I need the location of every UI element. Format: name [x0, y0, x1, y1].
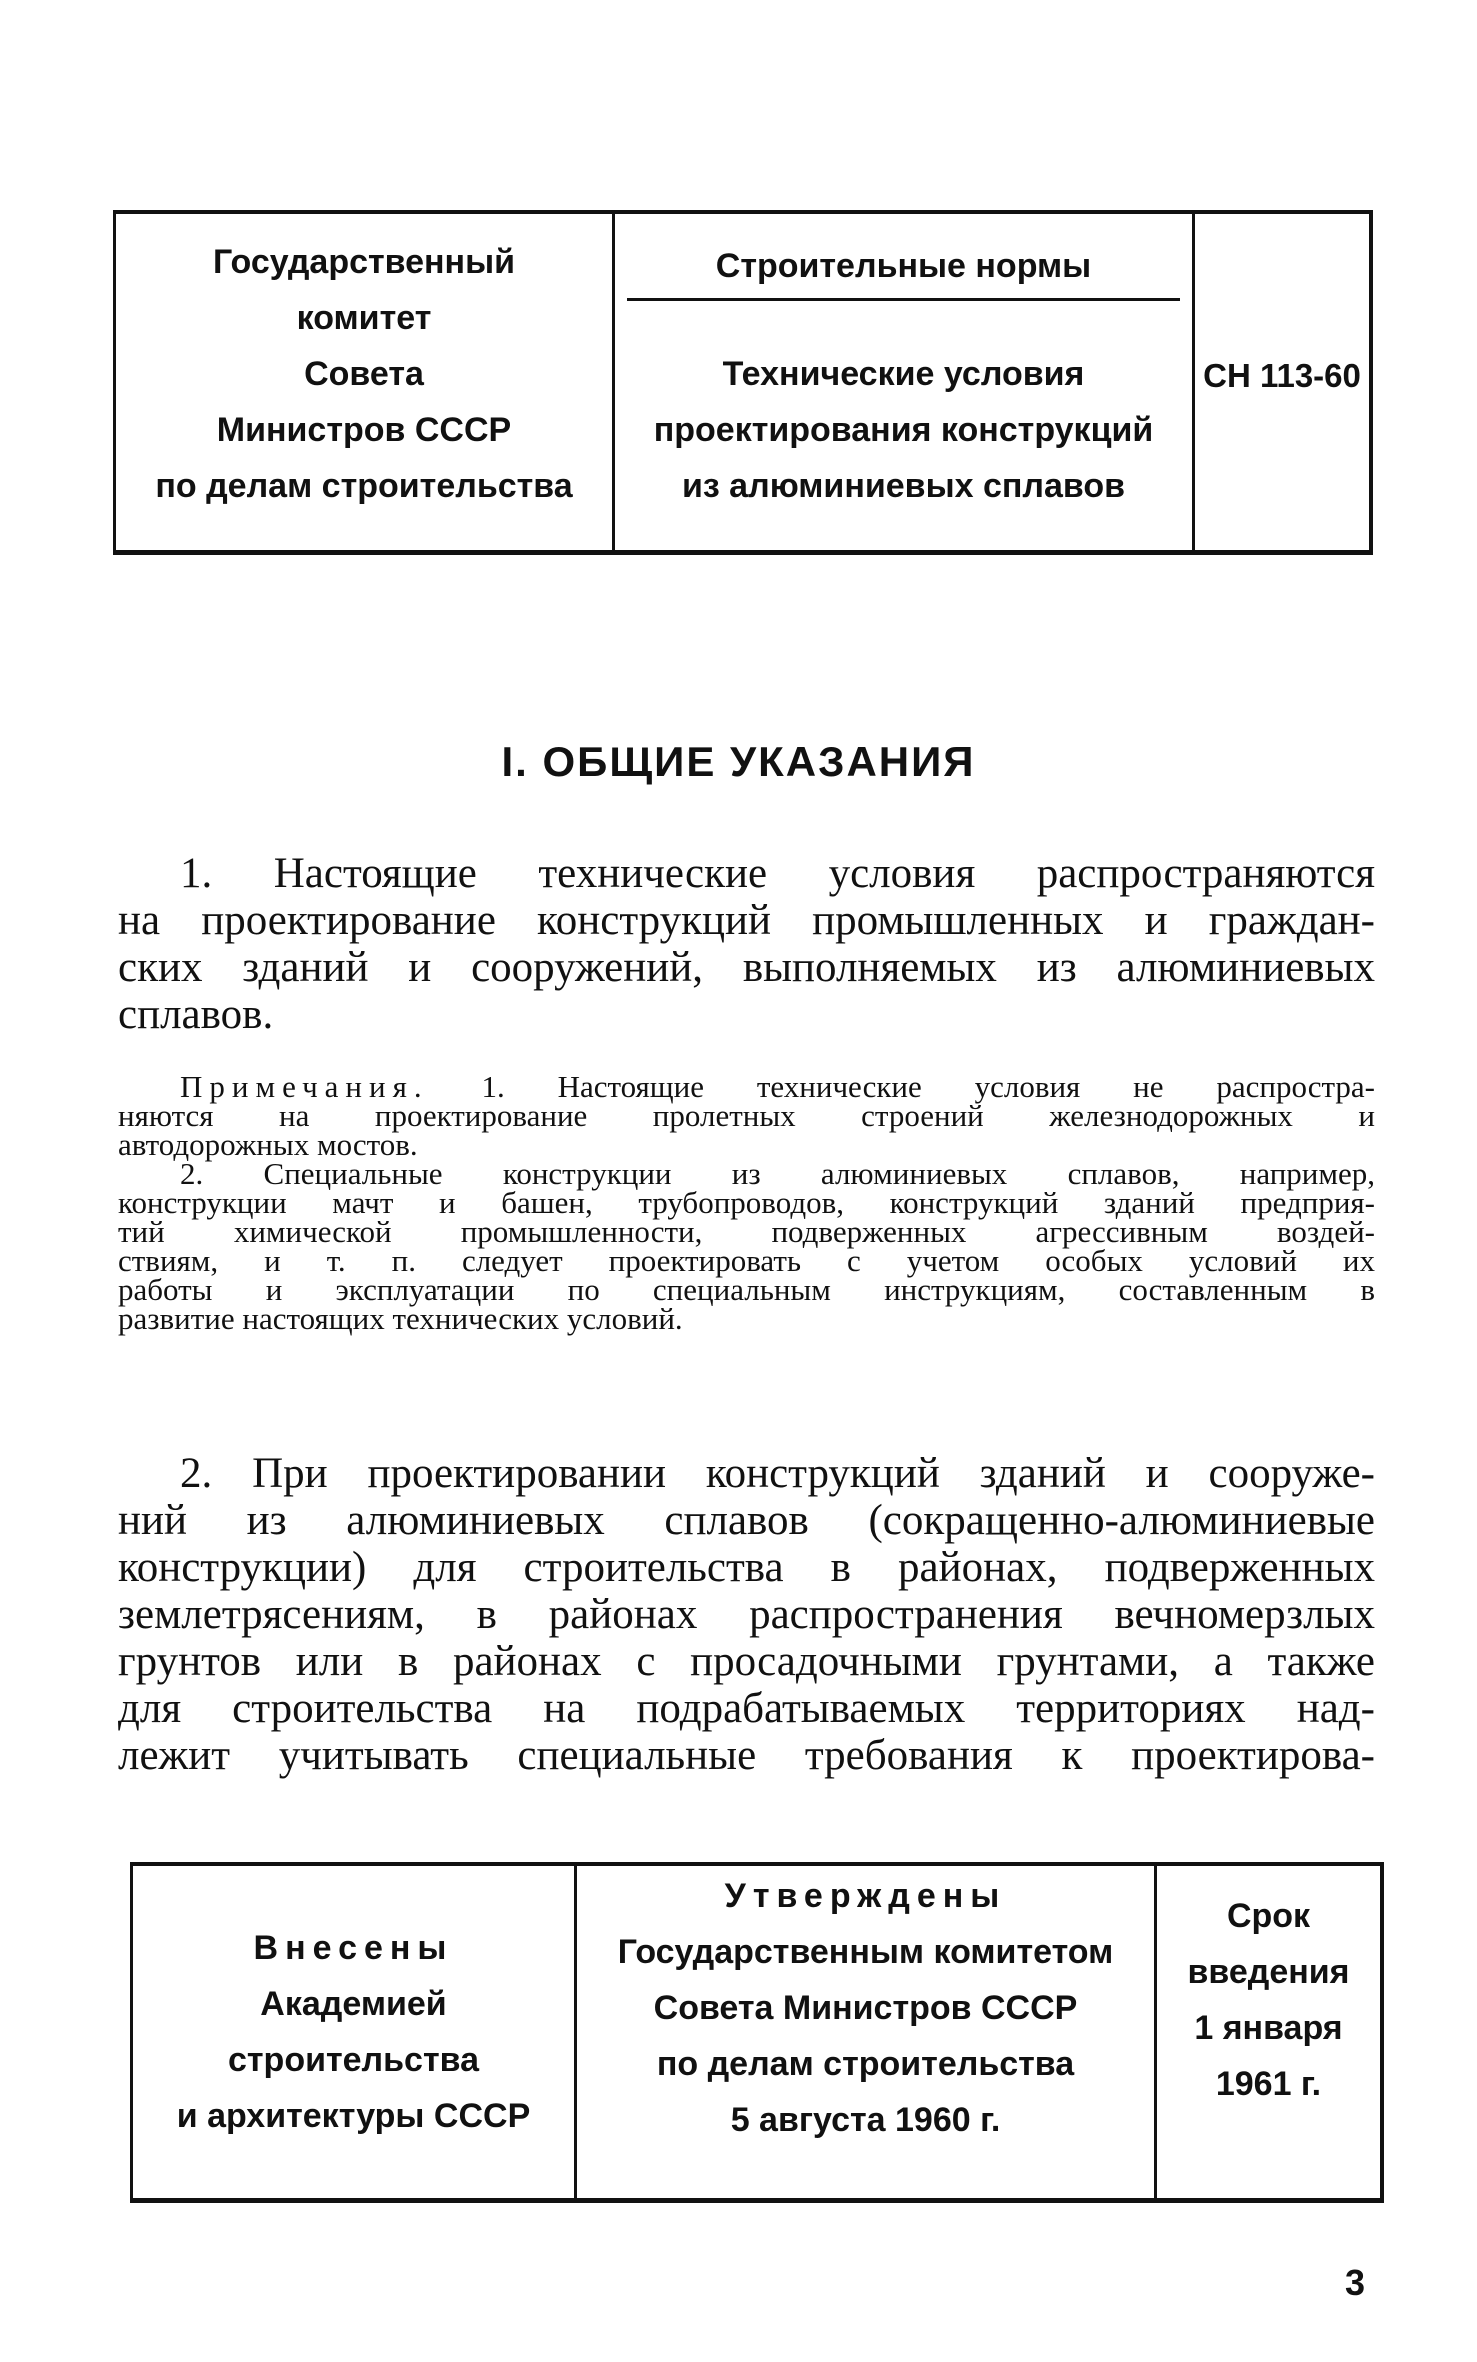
paragraph-2: [118, 1450, 1375, 1779]
approved-line: по делам строительства: [656, 2045, 1075, 2083]
paragraph-line: лежит учитывать специальные требования к проектирова-: [118, 1732, 1375, 1779]
authority-line: Государственный: [212, 243, 516, 281]
notes-label: Примечания.: [180, 1069, 429, 1104]
effective-date-line: 1961 г.: [1215, 2065, 1322, 2103]
approved-line: Совета Министров СССР: [653, 1989, 1078, 2027]
paragraph-line: грунтов или в районах с просадочными грунтами, а также: [118, 1638, 1375, 1685]
section-heading: I. ОБЩИЕ УКАЗАНИЯ: [501, 738, 976, 785]
paragraph-line: для строительства на подрабатываемых территориях над-: [118, 1685, 1375, 1732]
introduced-line: Академией: [260, 1985, 447, 2023]
notes-line: тий химической промышленности, подверженных агрессивным воздей-: [118, 1214, 1375, 1249]
paragraph-line: ний из алюминиевых сплавов (сокращенно-алюминиевые: [118, 1497, 1375, 1544]
effective-date-line: 1 января: [1194, 2009, 1343, 2047]
header-table: [113, 210, 1373, 555]
approved-by-cell: [577, 1866, 1157, 2198]
issuing-authority-cell: [113, 214, 615, 550]
approved-line: 5 августа 1960 г.: [730, 2101, 1001, 2139]
introduced-line: Внесены: [253, 1929, 454, 1967]
document-title-cell: [615, 214, 1195, 550]
paragraph-line: на проектирование конструкций промышленных и граждан-: [118, 897, 1375, 944]
approved-line: Государственным комитетом: [617, 1933, 1114, 1971]
authority-line: комитет: [296, 299, 432, 337]
title-line: Технические условия: [722, 355, 1085, 393]
introduced-line: строительства: [228, 2041, 479, 2079]
authority-line: Министров СССР: [216, 411, 512, 449]
notes-block: [118, 1069, 1376, 1336]
paragraph-line: конструкции) для строительства в районах, подверженных: [118, 1544, 1375, 1591]
norms-label: Строительные нормы: [627, 238, 1180, 301]
notes-line: няются на проектирование пролетных строений железнодорожных и: [118, 1098, 1375, 1133]
document-code-cell: [1195, 214, 1373, 550]
paragraph-1: [118, 850, 1375, 1038]
effective-date-cell: [1157, 1866, 1384, 2198]
notes-line: конструкции мачт и башен, трубопроводов, конструкций зданий предприя-: [118, 1185, 1375, 1220]
authority-line: Совета: [304, 355, 424, 393]
paragraph-line: 2. При проектировании конструкций зданий и сооруже-: [180, 1450, 1375, 1497]
notes-line: 2. Специальные конструкции из алюминиевых сплавов, например,: [180, 1156, 1375, 1191]
paragraph-line: ских зданий и сооружений, выполняемых из алюминиевых: [118, 944, 1375, 991]
approved-line: Утверждены: [724, 1877, 1007, 1915]
title-line: проектирования конструкций: [653, 411, 1154, 449]
authority-line: по делам строительства: [155, 467, 573, 505]
effective-date-line: введения: [1187, 1953, 1350, 1991]
effective-date-line: Срок: [1226, 1897, 1311, 1935]
notes-line: ствиям, и т. п. следует проектировать с учетом особых условий их: [118, 1243, 1375, 1278]
introduced-line: и архитектуры СССР: [176, 2097, 531, 2135]
paragraph-line: землетрясениям, в районах распространения вечномерзлых: [118, 1591, 1375, 1638]
notes-line: автодорожных мостов.: [118, 1127, 418, 1162]
footer-table: [130, 1862, 1384, 2203]
document-title: [615, 346, 1192, 514]
paragraph-line: 1. Настоящие технические условия распространяются: [180, 850, 1375, 897]
page-number: 3: [1345, 2262, 1366, 2303]
notes-line: развитие настоящих технических условий.: [118, 1301, 683, 1336]
paragraph-line: сплавов.: [118, 991, 274, 1038]
introduced-by-cell: [130, 1866, 577, 2198]
notes-line: работы и эксплуатации по специальным инструкциям, составленным в: [118, 1272, 1375, 1307]
document-code: СН 113-60: [1203, 357, 1361, 394]
title-line: из алюминиевых сплавов: [681, 467, 1126, 505]
notes-text: 1. Настоящие технические условия не распростра-: [481, 1069, 1376, 1104]
notes-line: [118, 1069, 1376, 1104]
